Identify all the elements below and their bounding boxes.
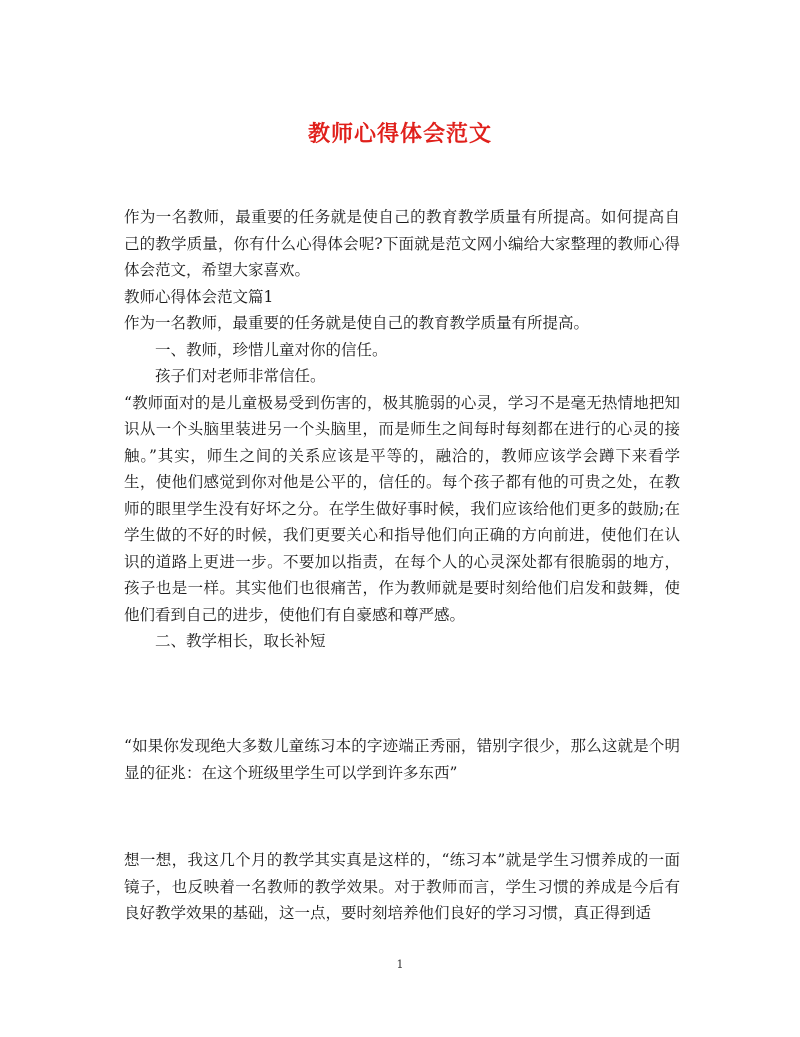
opening-paragraph: 作为一名教师，最重要的任务就是使自己的教育教学质量有所提高。: [124, 314, 590, 332]
body-block: [124, 847, 680, 927]
intro-paragraph: 作为一名教师，最重要的任务就是使自己的教育教学质量有所提高。如何提高自己的教学质量，你有什么心得体会呢?下面就是范文网小编给大家整理的教师心得体会范文，希望大家喜欢。: [124, 208, 680, 279]
body-block: [124, 204, 680, 655]
point-two-heading: 二、教学相长，取长补短: [155, 632, 326, 650]
quote-paragraph: “如果你发现绝大多数儿童练习本的字迹端正秀丽，错别字很少，那么这就是个明显的征兆：在这个班级里学生可以学到许多东西”: [124, 737, 680, 782]
quote-paragraph: “教师面对的是儿童极易受到伤害的，极其脆弱的心灵，学习不是毫无热情地把知识从一个头脑里装进另一个头脑里，而是师生之间每时每刻都在进行的心灵的接触。”其实，师生之间的关系应该是平等的，融洽的，教师应该学会蹲下来看学生，使他们感觉到你对他是公平的，信任的。每个孩子都有他的可贵之处，在教师的眼里学生没有好坏之分。在学生做好事时候，我们应该给他们更多的鼓励;在学生做的不好的时候，我们更要关心和指导他们向正确的方向前进，使他们在认识的道路上更进一步。不要加以指责，在每个人的心灵深处都有很脆弱的地方，孩子也是一样。其实他们也很痛苦，作为教师就是要时刻给他们启发和鼓舞，使他们看到自己的进步，使他们有自豪感和尊严感。: [124, 393, 680, 624]
trust-paragraph: 孩子们对老师非常信任。: [155, 367, 326, 385]
document-title: 教师心得体会范文: [307, 120, 492, 147]
reflection-paragraph: 想一想，我这几个月的教学其实真是这样的，“练习本”就是学生习惯养成的一面镜子，也反映着一名教师的教学效果。对于教师而言，学生习惯的养成是今后有良好教学效果的基础，这一点，要时刻培养他们良好的学习习惯，真正得到适: [124, 851, 680, 922]
section-heading: 教师心得体会范文篇1: [124, 287, 274, 306]
point-one-heading: 一、教师，珍惜儿童对你的信任。: [155, 340, 388, 359]
body-block: [124, 733, 680, 786]
page-number: 1: [396, 958, 404, 971]
